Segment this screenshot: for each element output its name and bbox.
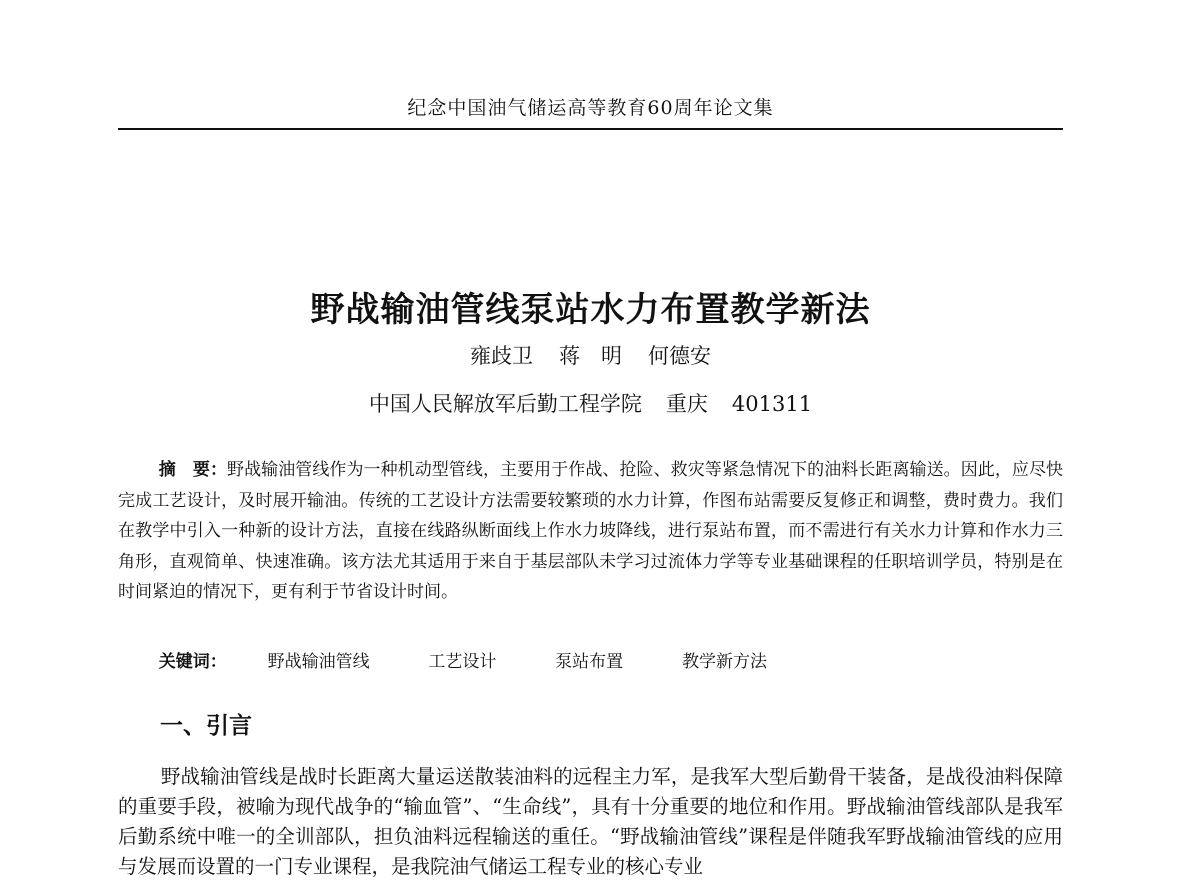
article-title: 野战输油管线泵站水力布置教学新法	[310, 290, 871, 330]
keywords	[118, 647, 1063, 672]
affiliation-city: 重庆	[665, 392, 708, 416]
abstract-label: 摘 要：	[158, 460, 228, 480]
abstract	[118, 455, 1063, 608]
header-rule	[118, 128, 1063, 130]
keyword-item: 教学新方法	[681, 652, 767, 672]
section-heading: 一、引言	[160, 713, 252, 739]
keyword-item: 野战输油管线	[267, 652, 370, 672]
keyword-item: 工艺设计	[428, 652, 497, 672]
body-paragraph: 野战输油管线是战时长距离大量运送散装油料的远程主力军，是我军大型后勤骨干装备，是战役油料保障的重要手段，被喻为现代战争的“输血管”、“生命线”，具有十分重要的地位和作用。野战输油管线部队是我军后勤系统中唯一的全训部队，担负油料远程输送的重任。“野战输油管线”课程是伴随我军野战输油管线的应用与发展而设置的一门专业课程，是我院油气储运工程专业的核心专业	[118, 765, 1063, 878]
affiliation	[118, 388, 1063, 418]
affiliation-institution: 中国人民解放军后勤工程学院	[368, 392, 642, 416]
affiliation-postcode: 401311	[731, 392, 813, 416]
abstract-text: 野战输油管线作为一种机动型管线，主要用于作战、抢险、救灾等紧急情况下的油料长距离输送。因此，应尽快完成工艺设计，及时展开输油。传统的工艺设计方法需要较繁琐的水力计算，作图布站需要反复修正和调整，费时费力。我们在教学中引入一种新的设计方法，直接在线路纵断面线上作水力坡降线，进行泵站布置，而不需进行有关水力计算和作水力三角形，直观简单、快速准确。该方法尤其适用于来自于基层部队未学习过流体力学等专业基础课程的任职培训学员，特别是在时间紧迫的情况下，更有利于节省设计时间。	[118, 460, 1064, 602]
keywords-label: 关键词：	[158, 652, 227, 672]
author-name: 何德安	[648, 344, 711, 368]
author-name: 雍歧卫	[470, 344, 533, 368]
author-list	[118, 340, 1063, 370]
running-header: 纪念中国油气储运高等教育60周年论文集	[407, 97, 774, 119]
author-name: 蒋 明	[559, 344, 622, 368]
keyword-item: 泵站布置	[555, 652, 624, 672]
